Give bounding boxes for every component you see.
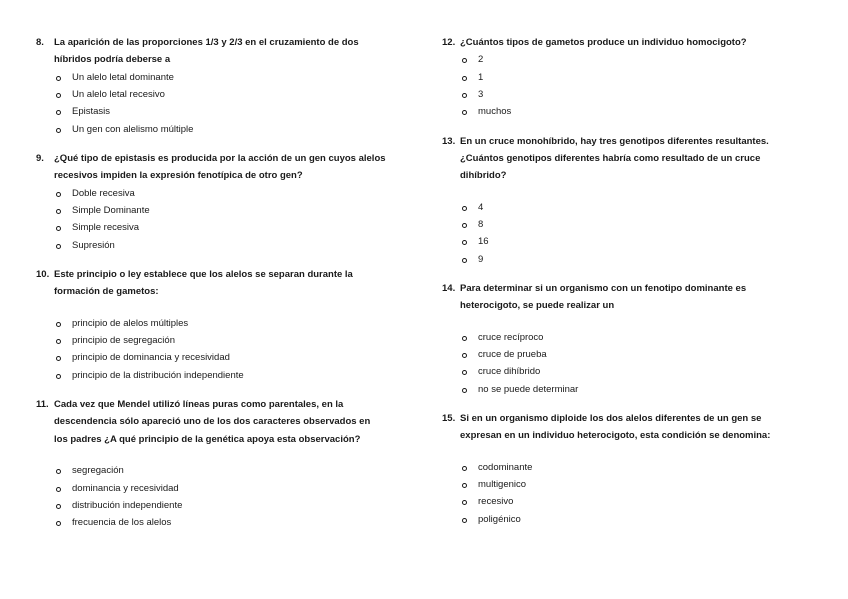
bullet-circle-icon: [56, 76, 61, 81]
option-item: [460, 216, 822, 233]
option-item: [54, 514, 416, 531]
question-text: Si en un organismo diploide los dos alelos diferentes de un gen se expresan en un individuo heterocigoto, esta condición se denomina:: [460, 413, 771, 442]
option-item: [460, 381, 822, 398]
option-label: cruce de prueba: [478, 349, 547, 361]
bullet-circle-icon: [56, 209, 61, 214]
bullet-circle-icon: [56, 192, 61, 197]
option-label: 4: [478, 201, 484, 213]
option-item: [54, 121, 416, 138]
right-column: [442, 34, 822, 528]
option-item: [54, 315, 416, 332]
option-item: [460, 493, 822, 510]
option-item: [460, 329, 822, 346]
option-list: [54, 185, 416, 254]
bullet-circle-icon: [462, 353, 467, 358]
option-item: [54, 480, 416, 497]
question-number: 9.: [36, 153, 44, 164]
option-list: [460, 199, 822, 268]
question-10: [36, 266, 416, 384]
bullet-circle-icon: [56, 487, 61, 492]
option-label: codominante: [478, 461, 533, 473]
option-label: muchos: [478, 106, 512, 118]
option-label: 3: [478, 89, 484, 100]
question-number: 11.: [36, 399, 49, 410]
question-14: [442, 280, 822, 398]
option-list: [460, 459, 822, 528]
option-item: [54, 349, 416, 366]
option-item: [460, 459, 822, 476]
option-list: [54, 315, 416, 384]
bullet-circle-icon: [56, 521, 61, 526]
option-item: [460, 511, 822, 528]
option-item: [54, 237, 416, 254]
option-label: poligénico: [478, 513, 521, 525]
option-item: [460, 346, 822, 363]
option-label: Epistasis: [72, 106, 111, 118]
bullet-circle-icon: [462, 240, 467, 245]
option-item: [460, 199, 822, 216]
question-15: [442, 410, 822, 528]
bullet-circle-icon: [462, 58, 467, 63]
bullet-circle-icon: [462, 258, 467, 263]
option-list: [54, 462, 416, 531]
question-8: [36, 34, 416, 138]
question-text: Para determinar si un organismo con un fenotipo dominante es heterocigoto, se puede realizar un: [460, 283, 747, 312]
bullet-circle-icon: [56, 374, 61, 379]
option-item: [54, 219, 416, 236]
bullet-circle-icon: [462, 93, 467, 98]
option-item: [54, 332, 416, 349]
option-label: principio de dominancia y recesividad: [72, 352, 230, 364]
bullet-circle-icon: [462, 336, 467, 341]
option-item: [460, 251, 822, 268]
bullet-circle-icon: [462, 370, 467, 375]
option-item: [460, 86, 822, 103]
option-label: 8: [478, 219, 484, 231]
option-item: [460, 233, 822, 250]
option-label: distribución independiente: [72, 499, 183, 511]
left-column: [36, 34, 416, 531]
bullet-circle-icon: [56, 244, 61, 249]
option-item: [54, 185, 416, 202]
option-item: [54, 367, 416, 384]
option-label: dominancia y recesividad: [72, 482, 179, 494]
bullet-circle-icon: [56, 128, 61, 133]
bullet-circle-icon: [56, 339, 61, 344]
option-label: cruce dihíbrido: [478, 366, 541, 378]
option-label: frecuencia de los alelos: [72, 517, 172, 529]
option-item: [54, 202, 416, 219]
question-12: [442, 34, 822, 121]
bullet-circle-icon: [56, 110, 61, 115]
option-list: [460, 51, 822, 120]
question-13: [442, 133, 822, 268]
option-label: principio de alelos múltiples: [72, 317, 189, 329]
option-label: recesivo: [478, 496, 514, 508]
option-item: [460, 51, 822, 68]
bullet-circle-icon: [462, 110, 467, 115]
option-item: [54, 497, 416, 514]
bullet-circle-icon: [56, 322, 61, 327]
option-label: Simple Dominante: [72, 205, 150, 217]
bullet-circle-icon: [56, 226, 61, 231]
option-item: [460, 476, 822, 493]
question-text: La aparición de las proporciones 1/3 y 2/3 en el cruzamiento de dos híbridos podría deberse a: [54, 37, 359, 66]
bullet-circle-icon: [462, 223, 467, 228]
option-label: multigenico: [478, 479, 527, 491]
option-item: [460, 103, 822, 120]
question-9: [36, 150, 416, 254]
question-number: 12.: [442, 37, 456, 48]
option-label: 2: [478, 54, 484, 66]
question-text: En un cruce monohíbrido, hay tres genotipos diferentes resultantes. ¿Cuántos genotipos diferentes habría como resultado de un cruce dihíbrido?: [460, 135, 769, 182]
option-item: [54, 462, 416, 479]
question-number: 14.: [442, 283, 456, 294]
bullet-circle-icon: [462, 466, 467, 471]
question-text: Este principio o ley establece que los alelos se separan durante la formación de gametos:: [54, 269, 353, 298]
option-list: [460, 329, 822, 398]
option-label: Doble recesiva: [72, 187, 135, 199]
option-label: Simple recesiva: [72, 222, 140, 234]
option-item: [460, 363, 822, 380]
question-11: [36, 396, 416, 531]
bullet-circle-icon: [462, 500, 467, 505]
option-label: 1: [478, 71, 484, 83]
option-label: no se puede determinar: [478, 383, 579, 395]
question-number: 15.: [442, 413, 456, 424]
option-label: 9: [478, 253, 484, 265]
option-list: [54, 69, 416, 138]
option-label: Un gen con alelismo múltiple: [72, 123, 194, 135]
option-item: [460, 69, 822, 86]
option-label: 16: [478, 236, 489, 248]
question-number: 10.: [36, 269, 50, 280]
bullet-circle-icon: [56, 356, 61, 361]
bullet-circle-icon: [56, 504, 61, 509]
bullet-circle-icon: [462, 388, 467, 393]
question-number: 13.: [442, 135, 456, 147]
option-label: principio de segregación: [72, 335, 175, 347]
option-item: [54, 86, 416, 103]
option-item: [54, 103, 416, 120]
question-text: ¿Qué tipo de epistasis es producida por la acción de un gen cuyos alelos recesivos impiden la expresión fenotípica de otro gen?: [54, 153, 386, 182]
question-number: 8.: [36, 37, 44, 48]
option-label: Un alelo letal recesivo: [72, 89, 165, 101]
bullet-circle-icon: [462, 206, 467, 211]
bullet-circle-icon: [56, 93, 61, 98]
bullet-circle-icon: [462, 483, 467, 488]
option-item: [54, 69, 416, 86]
option-label: segregación: [72, 465, 124, 477]
bullet-circle-icon: [56, 469, 61, 474]
option-label: Un alelo letal dominante: [72, 71, 174, 83]
question-text: Cada vez que Mendel utilizó líneas puras como parentales, en la descendencia sólo apareció uno de los dos caracteres observados en los padres ¿A qué principio de la genética apoya esta observación?: [54, 399, 371, 445]
option-label: cruce recíproco: [478, 331, 544, 343]
option-label: principio de la distribución independiente: [72, 369, 244, 381]
bullet-circle-icon: [462, 76, 467, 81]
option-label: Supresión: [72, 239, 115, 251]
bullet-circle-icon: [462, 518, 467, 523]
question-text: ¿Cuántos tipos de gametos produce un individuo homocigoto?: [460, 37, 747, 48]
